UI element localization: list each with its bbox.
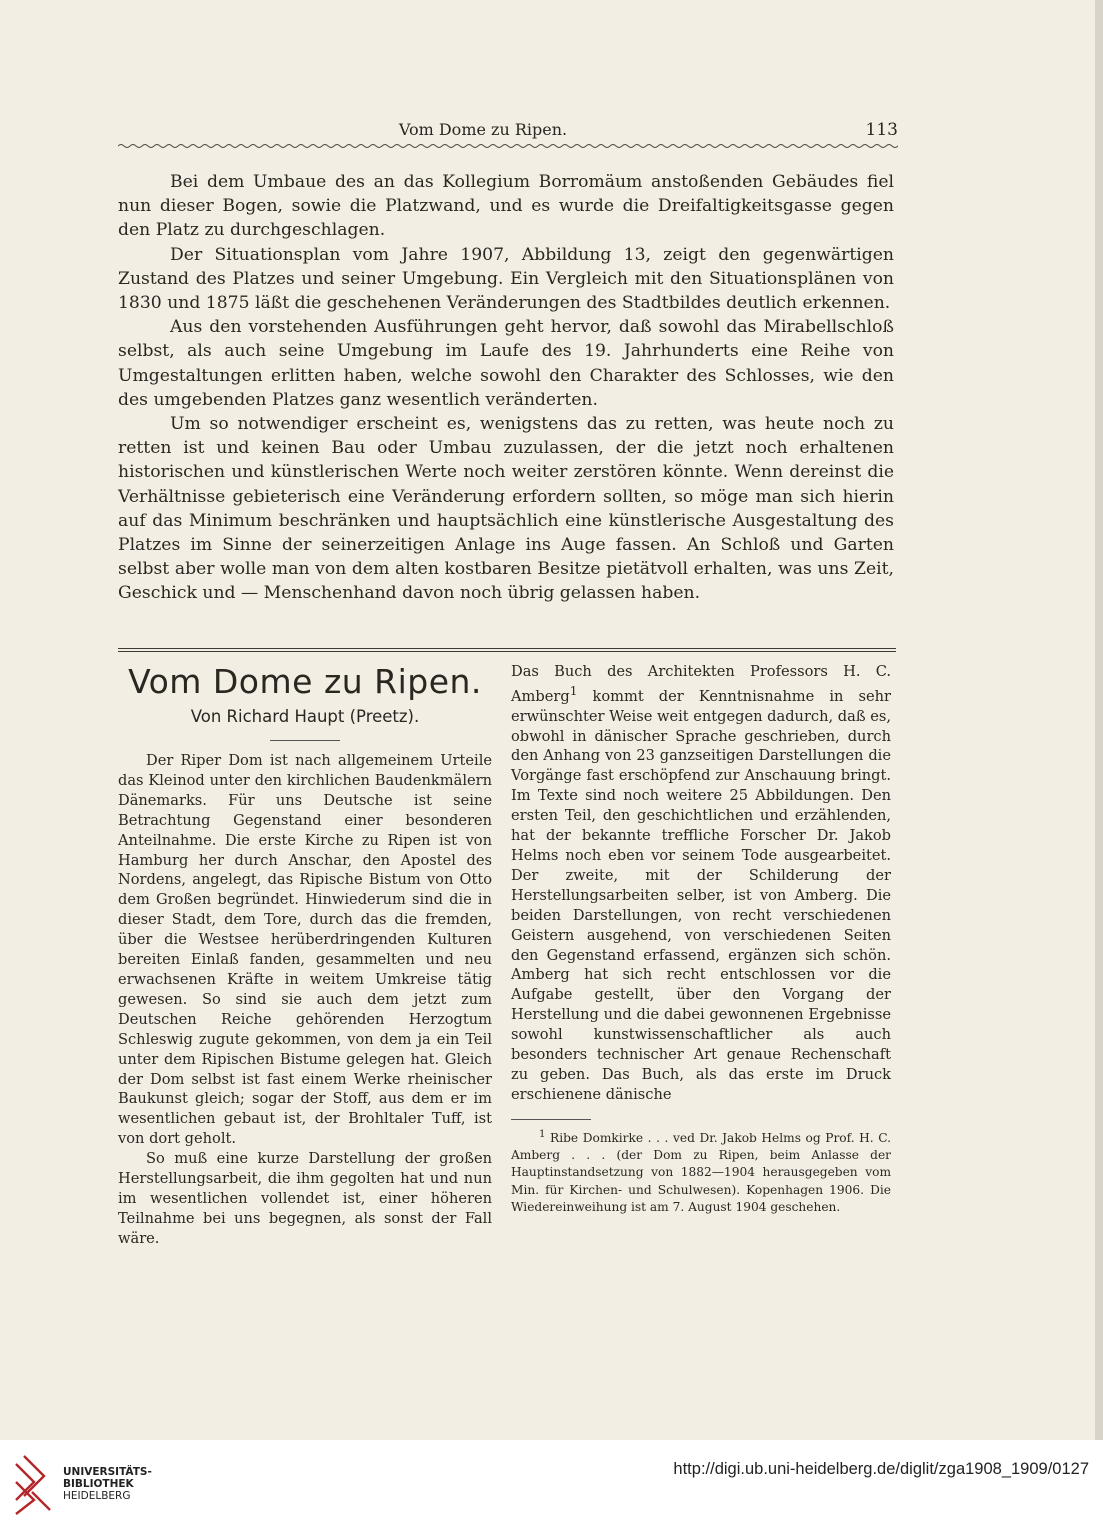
digitization-footer — [0, 1440, 1103, 1525]
article-title: Vom Dome zu Ripen. — [128, 662, 482, 701]
source-url-link[interactable]: http://digi.ub.uni-heidelberg.de/diglit/zga1908_1909/0127 — [673, 1460, 1089, 1478]
right-column — [511, 662, 891, 1216]
section-divider — [118, 648, 896, 652]
library-name-line: HEIDELBERG — [63, 1490, 131, 1503]
title-divider — [270, 740, 340, 741]
university-library-logo-icon — [10, 1452, 58, 1518]
continued-article-text — [118, 170, 894, 606]
library-name-line: UNIVERSITÄTS- — [63, 1466, 152, 1478]
wavy-header-rule — [118, 142, 898, 150]
body-paragraph: Um so notwendiger erscheint es, wenigstens das zu retten, was heute noch zu retten ist und keinen Bau oder Umbau zuzulassen, der die jetzt noch erhaltenen historischen und künstlerischen Werte noch weiter zerstören könnte. Wenn dereinst die Verhältnisse gebieterisch eine Veränderung erfordern sollten, so möge man sich hierin auf das Minimum beschränken und hauptsächlich eine künstlerische Ausgestaltung des Platzes im Sinne der seinerzeitigen Anlage ins Auge fassen. An Schloß und Garten selbst aber wolle man von dem alten kostbaren Besitze pietätvoll erhalten, was uns Zeit, Geschick und — Menschenhand davon noch übrig gelassen haben. — [118, 414, 894, 604]
left-column — [118, 662, 492, 1249]
footnote-reference: 1 — [569, 683, 578, 698]
article-paragraph: Der Riper Dom ist nach allgemeinem Urteile das Kleinod unter den kirchlichen Baudenkmälern Dänemarks. Für uns Deutsche ist seine Betrachtung Gegenstand einer besonderen Anteilnahme. Die erste Kirche zu Ripen ist von Hamburg her durch Anschar, den Apostel des Nordens, angelegt, das Ripische Bistum von Otto dem Großen begründet. Hinwiederum sind die in dieser Stadt, dem Tore, durch das die fremden, über die Westsee herüberdringenden Kulturen bereiten Einlaß fanden, gesammelten und neu erwachsenen Kräfte in weitem Umkreise tätig gewesen. So sind sie auch dem jetzt zum Deutschen Reiche gehörenden Herzogtum Schleswig zugute gekommen, von dem ja ein Teil unter dem Ripischen Bistume gelegen hat. Gleich der Dom selbst ist fast einem Werke rheinischer Baukunst gleich; sogar der Stoff, aus dem er im wesentlichen gebaut ist, der Brohltaler Tuff, ist von dort geholt. — [118, 752, 492, 1148]
footnote — [511, 1126, 891, 1217]
footnote-text: Ribe Domkirke . . . ved Dr. Jakob Helms og Prof. H. C. Amberg . . . (der Dom zu Ripen, beim Anlasse der Hauptinstandsetzung von 1882—1904 herausgegeben vom Min. für Kirchen- und Schulwesen). Kopenhagen 1906. Die Wiedereinweihung ist am 7. August 1904 geschehen. — [511, 1130, 891, 1215]
article-paragraph-continued — [511, 662, 891, 1105]
article-author: Von Richard Haupt (Preetz). — [190, 707, 420, 726]
running-title: Vom Dome zu Ripen. — [398, 120, 568, 139]
body-paragraph: Aus den vorstehenden Ausführungen geht hervor, daß sowohl das Mirabellschloß selbst, als auch seine Umgebung im Laufe des 19. Jahrhunderts eine Reihe von Umgestaltungen erlitten haben, welche sowohl den Charakter des Schlosses, wie den des umgebenden Platzes ganz wesentlich veränderten. — [118, 317, 894, 410]
footnote-mark: 1 — [539, 1128, 546, 1140]
article-paragraph: So muß eine kurze Darstellung der großen Herstellungsarbeit, die ihm gegolten hat und nun im wesentlichen vollendet ist, einer höheren Teilnahme bei uns begegnen, als sonst der Fall wäre. — [118, 1150, 492, 1247]
page-edge-shadow — [1095, 0, 1103, 1440]
page-number: 113 — [865, 120, 898, 140]
body-paragraph: Bei dem Umbaue des an das Kollegium Borromäum anstoßenden Gebäudes fiel nun dieser Bogen, sowie die Platzwand, und es wurde die Dreifaltigkeitsgasse gegen den Platz zu durchgeschlagen. — [118, 172, 894, 241]
body-paragraph: Der Situationsplan vom Jahre 1907, Abbildung 13, zeigt den gegenwärtigen Zustand des Platzes und seiner Umgebung. Ein Vergleich mit den Situationsplänen von 1830 und 1875 läßt die geschehenen Veränderungen des Stadtbildes deutlich erkennen. — [118, 244, 894, 314]
library-name — [63, 1466, 152, 1503]
footnote-divider — [511, 1119, 591, 1120]
paragraph-start: Das Buch des Architekten Professors H. C. Amberg — [511, 663, 891, 705]
library-name-line: BIBLIOTHEK — [63, 1478, 134, 1491]
paragraph-rest: kommt der Kenntnisnahme in sehr erwünschter Weise weit entgegen dadurch, daß es, obwohl in dänischer Sprache geschrieben, durch den Anhang von 23 ganzseitigen Darstellungen die Vorgänge fast erschöpfend zur Anschauung bringt. Im Texte sind noch weitere 25 Abbildungen. Den ersten Teil, den geschichtlichen und erzählenden, hat der bekannte treffliche Forscher Dr. Jakob Helms noch eben vor seinem Tode ausgearbeitet. Der zweite, mit der Schilderung der Herstellungsarbeiten selber, ist von Amberg. Die beiden Darstellungen, von recht verschiedenen Geistern ausgehend, von verschiedenen Seiten den Gegenstand erfassend, ergänzen sich schön. Amberg hat sich recht entschlossen vor die Aufgabe gestellt, über den Vorgang der Herstellung und die dabei gewonnenen Ergebnisse sowohl kunstwissenschaftlicher als auch besonders technischer Art genaue Rechenschaft zu geben. Das Buch, als das erste im Druck erschienene dänische — [511, 687, 891, 1103]
